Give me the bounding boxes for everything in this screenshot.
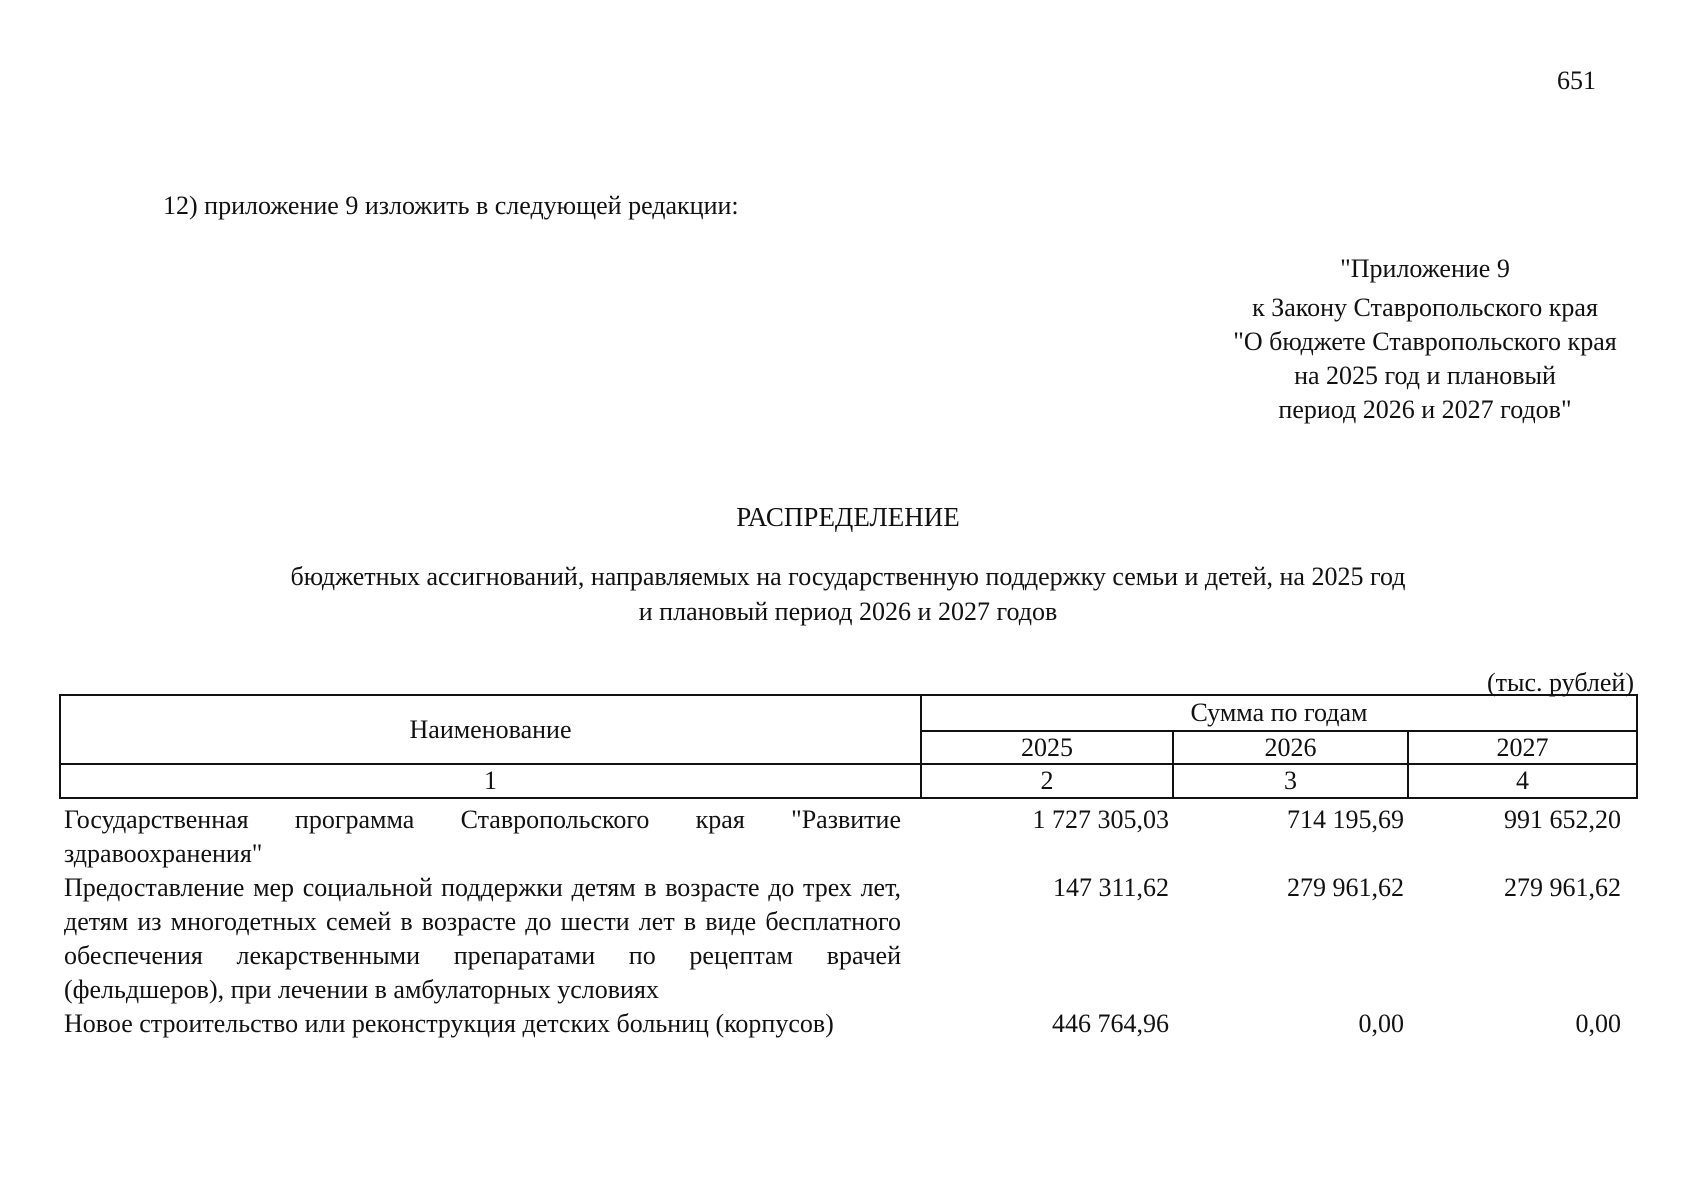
appendix-line: период 2026 и 2027 годов" bbox=[1278, 395, 1572, 424]
appendix-line: "Приложение 9 bbox=[1340, 254, 1510, 283]
row-name: Государственная программа Ставропольского края "Развитие здравоохранения" bbox=[64, 805, 901, 868]
header-sum-by-years: Сумма по годам bbox=[921, 695, 1637, 731]
table-row bbox=[60, 1007, 1637, 1041]
document-subtitle bbox=[0, 559, 1696, 629]
table-row bbox=[60, 871, 1637, 1007]
row-value-2025: 446 764,96 bbox=[1052, 1009, 1169, 1038]
subtitle-line: и плановый период 2026 и 2027 годов bbox=[638, 597, 1058, 626]
document-title: РАСПРЕДЕЛЕНИЕ bbox=[736, 502, 960, 532]
row-name: Предоставление мер социальной поддержки детям в возрасте до трех лет, детям из многодетных семей в возрасте до шести лет в виде бесплатного обеспечения лекарственными препаратами по рецептам врачей (фельдшеров), при лечении в амбулаторных условиях bbox=[64, 873, 901, 1004]
column-number: 3 bbox=[1173, 764, 1408, 798]
appendix-header bbox=[1195, 252, 1655, 427]
appendix-line: на 2025 год и плановый bbox=[1294, 361, 1556, 390]
column-number: 1 bbox=[60, 764, 921, 798]
header-year: 2025 bbox=[921, 731, 1173, 764]
row-value-2027: 0,00 bbox=[1575, 1009, 1622, 1038]
amendment-text: 12) приложение 9 изложить в следующей редакции: bbox=[163, 191, 739, 220]
row-value-2025: 147 311,62 bbox=[1052, 873, 1169, 902]
row-value-2025: 1 727 305,03 bbox=[1032, 805, 1169, 834]
header-name: Наименование bbox=[60, 695, 921, 764]
appendix-line: к Закону Ставропольского края bbox=[1252, 293, 1598, 322]
row-value-2026: 0,00 bbox=[1358, 1009, 1404, 1038]
row-name: Новое строительство или реконструкция детских больниц (корпусов) bbox=[64, 1009, 834, 1038]
row-value-2026: 279 961,62 bbox=[1287, 873, 1404, 902]
row-value-2027: 279 961,62 bbox=[1504, 873, 1622, 902]
units-label: (тыс. рублей) bbox=[1486, 668, 1634, 697]
page-number: 651 bbox=[1557, 66, 1596, 95]
column-number: 2 bbox=[921, 764, 1173, 798]
budget-table bbox=[59, 694, 1638, 1041]
header-year: 2026 bbox=[1173, 731, 1408, 764]
table-row bbox=[60, 798, 1637, 871]
row-value-2026: 714 195,69 bbox=[1287, 805, 1404, 834]
header-year: 2027 bbox=[1408, 731, 1637, 764]
column-number: 4 bbox=[1408, 764, 1637, 798]
appendix-line: "О бюджете Ставропольского края bbox=[1233, 327, 1617, 356]
subtitle-line: бюджетных ассигнований, направляемых на государственную поддержку семьи и детей, на 2025 год bbox=[290, 562, 1406, 591]
row-value-2027: 991 652,20 bbox=[1504, 805, 1622, 834]
